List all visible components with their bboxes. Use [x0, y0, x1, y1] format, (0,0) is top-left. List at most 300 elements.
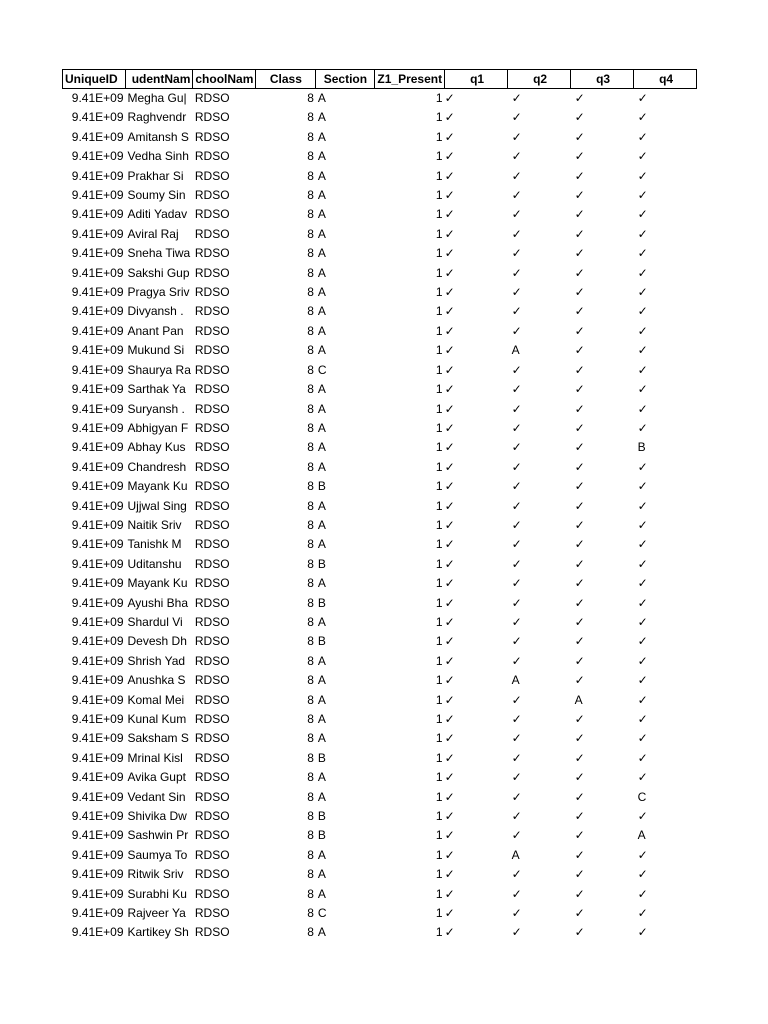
q2-cell[interactable]: ✓ [511, 595, 522, 610]
class-cell[interactable]: 8 [307, 750, 314, 765]
q4-cell[interactable]: A [637, 828, 646, 843]
z1-present-cell[interactable]: 1 [435, 673, 443, 688]
school-name-cell[interactable]: RDSO [194, 731, 230, 746]
class-cell[interactable]: 8 [307, 149, 314, 164]
unique-id-cell[interactable]: 9.41E+09 [71, 226, 124, 241]
section-cell[interactable]: A [317, 168, 326, 183]
q1-cell[interactable]: ✓ [444, 925, 455, 940]
unique-id-cell[interactable]: 9.41E+09 [71, 440, 124, 455]
q1-cell[interactable]: ✓ [444, 673, 455, 688]
q3-cell[interactable]: ✓ [574, 362, 585, 377]
z1-present-cell[interactable]: 1 [435, 440, 443, 455]
q1-cell[interactable]: ✓ [444, 692, 455, 707]
student-name-cell[interactable]: Kunal Kum [127, 712, 187, 726]
q3-cell[interactable]: ✓ [574, 285, 585, 300]
q1-cell[interactable]: ✓ [444, 847, 455, 862]
unique-id-cell[interactable]: 9.41E+09 [71, 207, 124, 222]
class-cell[interactable]: 8 [307, 906, 314, 921]
q3-cell[interactable]: ✓ [574, 906, 585, 921]
section-cell[interactable]: A [317, 498, 326, 513]
z1-present-cell[interactable]: 1 [435, 265, 443, 280]
q1-cell[interactable]: ✓ [444, 420, 455, 435]
class-cell[interactable]: 8 [307, 91, 314, 105]
school-name-cell[interactable]: RDSO [194, 906, 230, 921]
q2-cell[interactable]: ✓ [511, 304, 522, 319]
student-name-cell[interactable]: Amitansh S [127, 129, 189, 144]
q1-cell[interactable]: ✓ [444, 343, 455, 358]
q4-cell[interactable]: ✓ [637, 653, 648, 668]
q3-cell[interactable]: ✓ [574, 498, 585, 513]
q2-cell[interactable]: ✓ [511, 692, 522, 707]
unique-id-cell[interactable]: 9.41E+09 [71, 304, 124, 319]
class-cell[interactable]: 8 [307, 731, 314, 746]
header-section[interactable]: Section [316, 70, 375, 89]
q2-cell[interactable]: ✓ [511, 459, 522, 474]
section-cell[interactable]: A [317, 382, 326, 397]
unique-id-cell[interactable]: 9.41E+09 [71, 731, 124, 746]
section-cell[interactable]: A [317, 343, 326, 358]
q1-cell[interactable]: ✓ [444, 789, 455, 804]
unique-id-cell[interactable]: 9.41E+09 [71, 537, 124, 552]
class-cell[interactable]: 8 [307, 712, 314, 726]
q2-cell[interactable]: ✓ [511, 246, 522, 261]
q4-cell[interactable]: ✓ [637, 91, 648, 105]
unique-id-cell[interactable]: 9.41E+09 [71, 168, 124, 183]
school-name-cell[interactable]: RDSO [194, 634, 230, 649]
z1-present-cell[interactable]: 1 [435, 750, 443, 765]
class-cell[interactable]: 8 [307, 886, 314, 901]
q1-cell[interactable]: ✓ [444, 304, 455, 319]
q1-cell[interactable]: ✓ [444, 246, 455, 261]
q4-cell[interactable]: ✓ [637, 614, 648, 629]
class-cell[interactable]: 8 [307, 304, 314, 319]
q3-cell[interactable]: ✓ [574, 440, 585, 455]
q4-cell[interactable]: ✓ [637, 809, 648, 824]
z1-present-cell[interactable]: 1 [435, 517, 443, 532]
school-name-cell[interactable]: RDSO [194, 129, 230, 144]
q3-cell[interactable]: ✓ [574, 731, 585, 746]
q4-cell[interactable]: ✓ [637, 149, 648, 164]
unique-id-cell[interactable]: 9.41E+09 [71, 809, 124, 824]
q4-cell[interactable]: ✓ [637, 770, 648, 785]
student-name-cell[interactable]: Prakhar Si [127, 168, 184, 183]
section-cell[interactable]: A [317, 653, 326, 668]
q2-cell[interactable]: ✓ [511, 91, 522, 105]
unique-id-cell[interactable]: 9.41E+09 [71, 789, 124, 804]
unique-id-cell[interactable]: 9.41E+09 [71, 867, 124, 882]
class-cell[interactable]: 8 [307, 420, 314, 435]
section-cell[interactable]: A [317, 537, 326, 552]
unique-id-cell[interactable]: 9.41E+09 [71, 847, 124, 862]
q3-cell[interactable]: ✓ [574, 343, 585, 358]
q2-cell[interactable]: ✓ [511, 265, 522, 280]
school-name-cell[interactable]: RDSO [194, 401, 230, 416]
unique-id-cell[interactable]: 9.41E+09 [71, 420, 124, 435]
student-name-cell[interactable]: Kartikey Sh [127, 925, 189, 940]
section-cell[interactable]: A [317, 149, 326, 164]
q3-cell[interactable]: ✓ [574, 420, 585, 435]
q1-cell[interactable]: ✓ [444, 362, 455, 377]
q2-cell[interactable]: ✓ [511, 653, 522, 668]
student-name-cell[interactable]: Ujjwal Sing [127, 498, 187, 513]
q4-cell[interactable]: ✓ [637, 382, 648, 397]
q4-cell[interactable]: ✓ [637, 750, 648, 765]
section-cell[interactable]: A [317, 673, 326, 688]
q1-cell[interactable]: ✓ [444, 886, 455, 901]
q3-cell[interactable]: ✓ [574, 634, 585, 649]
class-cell[interactable]: 8 [307, 847, 314, 862]
class-cell[interactable]: 8 [307, 828, 314, 843]
class-cell[interactable]: 8 [307, 246, 314, 261]
unique-id-cell[interactable]: 9.41E+09 [71, 712, 124, 726]
student-name-cell[interactable]: Mayank Ku [127, 479, 188, 494]
section-cell[interactable]: A [317, 226, 326, 241]
student-name-cell[interactable]: Komal Mei [127, 692, 185, 707]
q4-cell[interactable]: ✓ [637, 323, 648, 338]
section-cell[interactable]: A [317, 285, 326, 300]
unique-id-cell[interactable]: 9.41E+09 [71, 673, 124, 688]
school-name-cell[interactable]: RDSO [194, 459, 230, 474]
section-cell[interactable]: A [317, 265, 326, 280]
class-cell[interactable]: 8 [307, 556, 314, 571]
q3-cell[interactable]: ✓ [574, 168, 585, 183]
z1-present-cell[interactable]: 1 [435, 809, 443, 824]
class-cell[interactable]: 8 [307, 498, 314, 513]
unique-id-cell[interactable]: 9.41E+09 [71, 479, 124, 494]
section-cell[interactable]: A [317, 614, 326, 629]
z1-present-cell[interactable]: 1 [435, 226, 443, 241]
section-cell[interactable]: B [317, 634, 326, 649]
unique-id-cell[interactable]: 9.41E+09 [71, 828, 124, 843]
section-cell[interactable]: A [317, 129, 326, 144]
q1-cell[interactable]: ✓ [444, 285, 455, 300]
z1-present-cell[interactable]: 1 [435, 110, 443, 125]
q2-cell[interactable]: ✓ [511, 440, 522, 455]
z1-present-cell[interactable]: 1 [435, 129, 443, 144]
q2-cell[interactable]: ✓ [511, 576, 522, 591]
student-name-cell[interactable]: Shaurya Ra [127, 362, 191, 377]
q4-cell[interactable]: ✓ [637, 692, 648, 707]
school-name-cell[interactable]: RDSO [194, 614, 230, 629]
student-name-cell[interactable]: Sneha Tiwa [127, 246, 191, 261]
q1-cell[interactable]: ✓ [444, 537, 455, 552]
student-name-cell[interactable]: Mrinal Kisl [127, 750, 183, 765]
q4-cell[interactable]: ✓ [637, 925, 648, 940]
q2-cell[interactable]: ✓ [511, 614, 522, 629]
q4-cell[interactable]: ✓ [637, 498, 648, 513]
section-cell[interactable]: B [317, 750, 326, 765]
q1-cell[interactable]: ✓ [444, 110, 455, 125]
q4-cell[interactable]: ✓ [637, 188, 648, 203]
section-cell[interactable]: A [317, 576, 326, 591]
z1-present-cell[interactable]: 1 [435, 886, 443, 901]
student-name-cell[interactable]: Vedant Sin [127, 789, 186, 804]
student-name-cell[interactable]: Abhigyan F [127, 420, 189, 435]
q1-cell[interactable]: ✓ [444, 576, 455, 591]
q1-cell[interactable]: ✓ [444, 653, 455, 668]
student-name-cell[interactable]: Shrish Yad [127, 653, 186, 668]
section-cell[interactable]: A [317, 110, 326, 125]
school-name-cell[interactable]: RDSO [194, 789, 230, 804]
section-cell[interactable]: A [317, 867, 326, 882]
q2-cell[interactable]: ✓ [511, 420, 522, 435]
unique-id-cell[interactable]: 9.41E+09 [71, 653, 124, 668]
q3-cell[interactable]: ✓ [574, 188, 585, 203]
school-name-cell[interactable]: RDSO [194, 362, 230, 377]
school-name-cell[interactable]: RDSO [194, 110, 230, 125]
q3-cell[interactable]: ✓ [574, 479, 585, 494]
unique-id-cell[interactable]: 9.41E+09 [71, 265, 124, 280]
school-name-cell[interactable]: RDSO [194, 809, 230, 824]
school-name-cell[interactable]: RDSO [194, 653, 230, 668]
student-name-cell[interactable]: Vedha Sinh [127, 149, 189, 164]
q2-cell[interactable]: ✓ [511, 556, 522, 571]
student-name-cell[interactable]: Raghvendr [127, 110, 187, 125]
class-cell[interactable]: 8 [307, 382, 314, 397]
q4-cell[interactable]: ✓ [637, 634, 648, 649]
section-cell[interactable]: B [317, 828, 326, 843]
class-cell[interactable]: 8 [307, 129, 314, 144]
q2-cell[interactable]: ✓ [511, 323, 522, 338]
q3-cell[interactable]: ✓ [574, 886, 585, 901]
section-cell[interactable]: A [317, 401, 326, 416]
q1-cell[interactable]: ✓ [444, 91, 455, 105]
q2-cell[interactable]: ✓ [511, 789, 522, 804]
student-name-cell[interactable]: Soumy Sin [127, 188, 186, 203]
q1-cell[interactable]: ✓ [444, 207, 455, 222]
q2-cell[interactable]: ✓ [511, 498, 522, 513]
class-cell[interactable]: 8 [307, 789, 314, 804]
student-name-cell[interactable]: Aviral Raj [127, 226, 179, 241]
student-name-cell[interactable]: Rajveer Ya [127, 906, 186, 921]
q1-cell[interactable]: ✓ [444, 731, 455, 746]
class-cell[interactable]: 8 [307, 110, 314, 125]
q4-cell[interactable]: ✓ [637, 420, 648, 435]
q2-cell[interactable]: ✓ [511, 362, 522, 377]
unique-id-cell[interactable]: 9.41E+09 [71, 459, 124, 474]
q3-cell[interactable]: ✓ [574, 673, 585, 688]
q1-cell[interactable]: ✓ [444, 323, 455, 338]
q1-cell[interactable]: ✓ [444, 770, 455, 785]
class-cell[interactable]: 8 [307, 265, 314, 280]
class-cell[interactable]: 8 [307, 285, 314, 300]
class-cell[interactable]: 8 [307, 440, 314, 455]
q2-cell[interactable]: ✓ [511, 634, 522, 649]
q1-cell[interactable]: ✓ [444, 750, 455, 765]
q3-cell[interactable]: ✓ [574, 129, 585, 144]
student-name-cell[interactable]: Ritwik Sriv [127, 867, 184, 882]
z1-present-cell[interactable]: 1 [435, 285, 443, 300]
z1-present-cell[interactable]: 1 [435, 614, 443, 629]
q4-cell[interactable]: ✓ [637, 129, 648, 144]
q2-cell[interactable]: ✓ [511, 809, 522, 824]
z1-present-cell[interactable]: 1 [435, 91, 443, 105]
q4-cell[interactable]: ✓ [637, 110, 648, 125]
q1-cell[interactable]: ✓ [444, 828, 455, 843]
school-name-cell[interactable]: RDSO [194, 673, 230, 688]
q2-cell[interactable]: ✓ [511, 712, 522, 726]
q4-cell[interactable]: ✓ [637, 304, 648, 319]
student-name-cell[interactable]: Aditi Yadav [127, 207, 188, 222]
z1-present-cell[interactable]: 1 [435, 634, 443, 649]
q1-cell[interactable]: ✓ [444, 188, 455, 203]
q3-cell[interactable]: ✓ [574, 382, 585, 397]
school-name-cell[interactable]: RDSO [194, 382, 230, 397]
q2-cell[interactable]: ✓ [511, 479, 522, 494]
q1-cell[interactable]: ✓ [444, 401, 455, 416]
school-name-cell[interactable]: RDSO [194, 537, 230, 552]
student-name-cell[interactable]: Surabhi Ku [127, 886, 187, 901]
q3-cell[interactable]: ✓ [574, 595, 585, 610]
q1-cell[interactable]: ✓ [444, 479, 455, 494]
z1-present-cell[interactable]: 1 [435, 188, 443, 203]
student-name-cell[interactable]: Abhay Kus [127, 440, 186, 455]
school-name-cell[interactable]: RDSO [194, 750, 230, 765]
section-cell[interactable]: B [317, 556, 326, 571]
q3-cell[interactable]: ✓ [574, 867, 585, 882]
unique-id-cell[interactable]: 9.41E+09 [71, 91, 124, 105]
q3-cell[interactable]: ✓ [574, 925, 585, 940]
q1-cell[interactable]: ✓ [444, 517, 455, 532]
section-cell[interactable]: A [317, 692, 326, 707]
z1-present-cell[interactable]: 1 [435, 537, 443, 552]
q3-cell[interactable]: ✓ [574, 91, 585, 105]
q3-cell[interactable]: ✓ [574, 226, 585, 241]
z1-present-cell[interactable]: 1 [435, 207, 443, 222]
q3-cell[interactable]: ✓ [574, 614, 585, 629]
class-cell[interactable]: 8 [307, 653, 314, 668]
student-name-cell[interactable]: Ayushi Bha [127, 595, 188, 610]
unique-id-cell[interactable]: 9.41E+09 [71, 401, 124, 416]
school-name-cell[interactable]: RDSO [194, 226, 230, 241]
z1-present-cell[interactable]: 1 [435, 770, 443, 785]
z1-present-cell[interactable]: 1 [435, 847, 443, 862]
header-school-name[interactable]: choolNam [193, 70, 256, 89]
class-cell[interactable]: 8 [307, 537, 314, 552]
q4-cell[interactable]: B [637, 440, 646, 455]
q3-cell[interactable]: ✓ [574, 304, 585, 319]
q3-cell[interactable]: A [574, 692, 583, 707]
q3-cell[interactable]: ✓ [574, 576, 585, 591]
student-name-cell[interactable]: Uditanshu [127, 556, 182, 571]
class-cell[interactable]: 8 [307, 614, 314, 629]
q2-cell[interactable]: A [511, 343, 520, 358]
school-name-cell[interactable]: RDSO [194, 692, 230, 707]
class-cell[interactable]: 8 [307, 343, 314, 358]
school-name-cell[interactable]: RDSO [194, 91, 230, 105]
unique-id-cell[interactable]: 9.41E+09 [71, 614, 124, 629]
z1-present-cell[interactable]: 1 [435, 362, 443, 377]
z1-present-cell[interactable]: 1 [435, 323, 443, 338]
q2-cell[interactable]: ✓ [511, 537, 522, 552]
q2-cell[interactable]: ✓ [511, 750, 522, 765]
school-name-cell[interactable]: RDSO [194, 168, 230, 183]
q2-cell[interactable]: ✓ [511, 731, 522, 746]
q1-cell[interactable]: ✓ [444, 498, 455, 513]
q4-cell[interactable]: ✓ [637, 246, 648, 261]
section-cell[interactable]: C [317, 906, 327, 921]
header-z1-present[interactable]: Z1_Present [375, 70, 445, 89]
class-cell[interactable]: 8 [307, 401, 314, 416]
section-cell[interactable]: C [317, 362, 327, 377]
unique-id-cell[interactable]: 9.41E+09 [71, 362, 124, 377]
class-cell[interactable]: 8 [307, 517, 314, 532]
student-name-cell[interactable]: Devesh Dh [127, 634, 187, 649]
school-name-cell[interactable]: RDSO [194, 207, 230, 222]
z1-present-cell[interactable]: 1 [435, 168, 443, 183]
q3-cell[interactable]: ✓ [574, 750, 585, 765]
q1-cell[interactable]: ✓ [444, 809, 455, 824]
section-cell[interactable]: A [317, 886, 326, 901]
z1-present-cell[interactable]: 1 [435, 304, 443, 319]
unique-id-cell[interactable]: 9.41E+09 [71, 285, 124, 300]
q1-cell[interactable]: ✓ [444, 867, 455, 882]
q3-cell[interactable]: ✓ [574, 537, 585, 552]
q1-cell[interactable]: ✓ [444, 168, 455, 183]
header-unique-id[interactable]: UniqueID [63, 70, 126, 89]
school-name-cell[interactable]: RDSO [194, 420, 230, 435]
q3-cell[interactable]: ✓ [574, 653, 585, 668]
header-student-name[interactable]: udentNam [126, 70, 193, 89]
q2-cell[interactable]: ✓ [511, 925, 522, 940]
student-name-cell[interactable]: Saumya To [127, 847, 188, 862]
z1-present-cell[interactable]: 1 [435, 420, 443, 435]
class-cell[interactable]: 8 [307, 867, 314, 882]
school-name-cell[interactable]: RDSO [194, 556, 230, 571]
q3-cell[interactable]: ✓ [574, 149, 585, 164]
student-name-cell[interactable]: Mukund Si [127, 343, 185, 358]
q1-cell[interactable]: ✓ [444, 556, 455, 571]
unique-id-cell[interactable]: 9.41E+09 [71, 576, 124, 591]
unique-id-cell[interactable]: 9.41E+09 [71, 556, 124, 571]
q2-cell[interactable]: ✓ [511, 906, 522, 921]
z1-present-cell[interactable]: 1 [435, 828, 443, 843]
student-name-cell[interactable]: Suryansh . [127, 401, 185, 416]
school-name-cell[interactable]: RDSO [194, 595, 230, 610]
q2-cell[interactable]: ✓ [511, 149, 522, 164]
unique-id-cell[interactable]: 9.41E+09 [71, 188, 124, 203]
unique-id-cell[interactable]: 9.41E+09 [71, 750, 124, 765]
q4-cell[interactable]: ✓ [637, 712, 648, 726]
q2-cell[interactable]: ✓ [511, 886, 522, 901]
q1-cell[interactable]: ✓ [444, 129, 455, 144]
school-name-cell[interactable]: RDSO [194, 265, 230, 280]
z1-present-cell[interactable]: 1 [435, 692, 443, 707]
header-class[interactable]: Class [256, 70, 316, 89]
q2-cell[interactable]: ✓ [511, 188, 522, 203]
class-cell[interactable]: 8 [307, 770, 314, 785]
q2-cell[interactable]: ✓ [511, 828, 522, 843]
student-name-cell[interactable]: Sakshi Gup [127, 265, 190, 280]
section-cell[interactable]: B [317, 809, 326, 824]
q3-cell[interactable]: ✓ [574, 828, 585, 843]
unique-id-cell[interactable]: 9.41E+09 [71, 343, 124, 358]
q4-cell[interactable]: ✓ [637, 537, 648, 552]
class-cell[interactable]: 8 [307, 459, 314, 474]
school-name-cell[interactable]: RDSO [194, 712, 230, 726]
z1-present-cell[interactable]: 1 [435, 246, 443, 261]
school-name-cell[interactable]: RDSO [194, 828, 230, 843]
student-name-cell[interactable]: Avika Gupt [127, 770, 186, 785]
class-cell[interactable]: 8 [307, 207, 314, 222]
z1-present-cell[interactable]: 1 [435, 343, 443, 358]
section-cell[interactable]: A [317, 770, 326, 785]
school-name-cell[interactable]: RDSO [194, 517, 230, 532]
class-cell[interactable]: 8 [307, 692, 314, 707]
class-cell[interactable]: 8 [307, 809, 314, 824]
q2-cell[interactable]: ✓ [511, 168, 522, 183]
q2-cell[interactable]: ✓ [511, 382, 522, 397]
